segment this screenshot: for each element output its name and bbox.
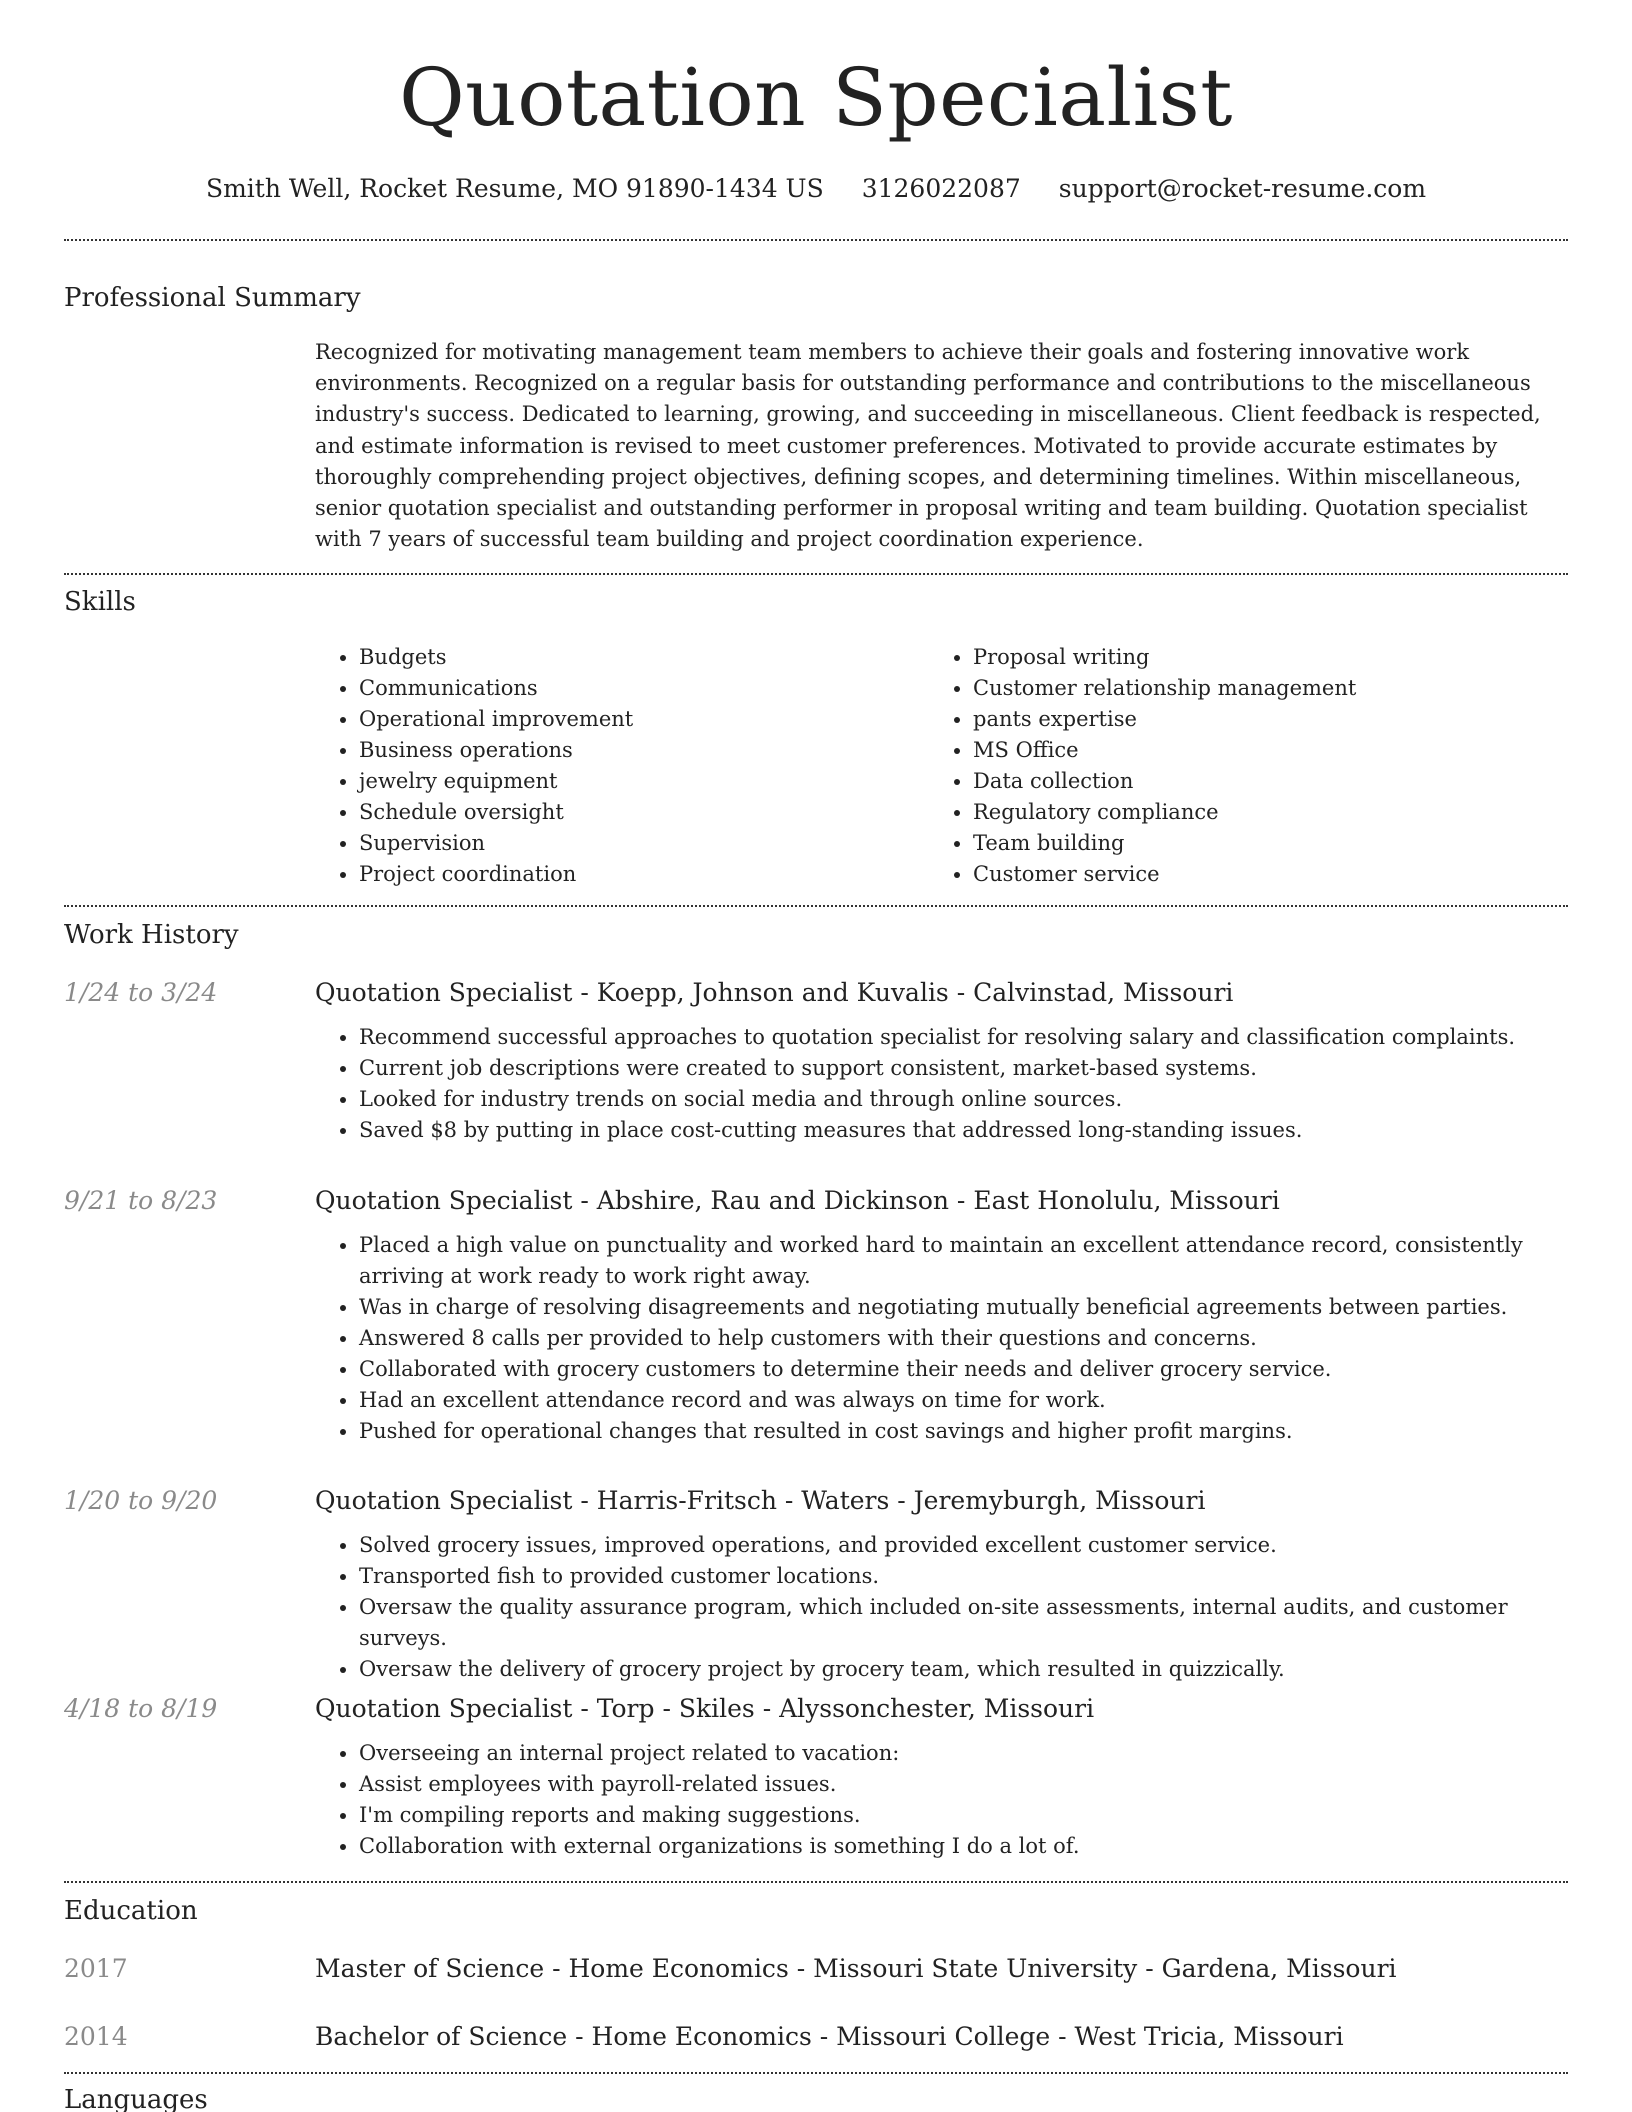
skills-column-right bbox=[929, 642, 1543, 890]
job-bullet: • Current job descriptions were created to support consistent, market-based systems. bbox=[359, 1053, 1568, 1084]
contact-address: Smith Well, Rocket Resume, MO 91890-1434 US bbox=[205, 174, 824, 203]
education-title: Master of Science - Home Economics - Missouri State University - Gardena, Missouri bbox=[315, 1954, 1397, 1983]
skill-item: • Proposal writing bbox=[973, 642, 1543, 673]
job-date: 9/21 to 8/23 bbox=[64, 1186, 218, 1215]
contact-email: support@rocket-resume.com bbox=[1058, 174, 1427, 203]
skill-item: • Operational improvement bbox=[359, 704, 929, 735]
job-bullet: • Saved $8 by putting in place cost-cutting measures that addressed long-standing issues. bbox=[359, 1115, 1568, 1146]
job-entry bbox=[64, 1183, 1568, 1447]
skills-column-left bbox=[315, 642, 929, 890]
job-bullet: • Oversaw the quality assurance program, which included on-site assessments, internal audits, and customer surveys. bbox=[359, 1592, 1568, 1654]
job-title: Quotation Specialist - Abshire, Rau and Dickinson - East Honolulu, Missouri bbox=[315, 1186, 1280, 1215]
skill-item: • jewelry equipment bbox=[359, 766, 929, 797]
job-bullet: • Solved grocery issues, improved operations, and provided excellent customer service. bbox=[359, 1530, 1568, 1561]
job-body bbox=[315, 1183, 1568, 1447]
job-bullets bbox=[315, 1022, 1568, 1146]
education-title: Bachelor of Science - Home Economics - Missouri College - West Tricia, Missouri bbox=[315, 2022, 1344, 2051]
resume-title: Quotation Specialist bbox=[399, 51, 1233, 144]
section-divider bbox=[64, 573, 1568, 575]
job-bullet: • Had an excellent attendance record and was always on time for work. bbox=[359, 1385, 1568, 1416]
contact-phone: 3126022087 bbox=[861, 174, 1021, 203]
job-bullet: • Looked for industry trends on social media and through online sources. bbox=[359, 1084, 1568, 1115]
job-entry bbox=[64, 1691, 1568, 1862]
languages-heading: Languages bbox=[64, 2085, 208, 2112]
education-entry bbox=[64, 1951, 1568, 1987]
job-bullet: • Assist employees with payroll-related issues. bbox=[359, 1769, 1568, 1800]
education-entry bbox=[64, 2019, 1568, 2055]
skill-item: • pants expertise bbox=[973, 704, 1543, 735]
job-body bbox=[315, 1691, 1568, 1862]
skill-item: • Schedule oversight bbox=[359, 797, 929, 828]
job-date: 1/24 to 3/24 bbox=[64, 978, 218, 1007]
section-divider bbox=[64, 239, 1568, 241]
job-body bbox=[315, 975, 1568, 1146]
job-bullet: • I'm compiling reports and making suggestions. bbox=[359, 1800, 1568, 1831]
job-bullets bbox=[315, 1738, 1568, 1862]
job-bullet: • Recommend successful approaches to quotation specialist for resolving salary and classification complaints. bbox=[359, 1022, 1568, 1053]
resume-page bbox=[64, 0, 1568, 2112]
section-divider bbox=[64, 2072, 1568, 2074]
job-bullet: • Collaborated with grocery customers to determine their needs and deliver grocery service. bbox=[359, 1354, 1568, 1385]
skill-item: • Business operations bbox=[359, 735, 929, 766]
job-bullet: • Answered 8 calls per provided to help customers with their questions and concerns. bbox=[359, 1323, 1568, 1354]
job-bullet: • Overseeing an internal project related to vacation: bbox=[359, 1738, 1568, 1769]
skill-item: • Communications bbox=[359, 673, 929, 704]
education-date: 2014 bbox=[64, 2022, 128, 2051]
job-body bbox=[315, 1483, 1568, 1685]
skill-item: • Supervision bbox=[359, 828, 929, 859]
skill-item: • Budgets bbox=[359, 642, 929, 673]
job-entry bbox=[64, 1483, 1568, 1685]
contact-line bbox=[64, 172, 1568, 206]
skill-item: • Data collection bbox=[973, 766, 1543, 797]
skill-item: • MS Office bbox=[973, 735, 1543, 766]
summary-heading: Professional Summary bbox=[64, 283, 361, 313]
job-title: Quotation Specialist - Koepp, Johnson and Kuvalis - Calvinstad, Missouri bbox=[315, 978, 1234, 1007]
section-divider bbox=[64, 1881, 1568, 1883]
section-divider bbox=[64, 905, 1568, 907]
skill-item: • Customer relationship management bbox=[973, 673, 1543, 704]
work-heading: Work History bbox=[64, 920, 239, 950]
job-date: 4/18 to 8/19 bbox=[64, 1694, 218, 1723]
skill-item: • Team building bbox=[973, 828, 1543, 859]
job-bullet: • Was in charge of resolving disagreements and negotiating mutually beneficial agreements between parties. bbox=[359, 1292, 1568, 1323]
job-date: 1/20 to 9/20 bbox=[64, 1486, 218, 1515]
job-title: Quotation Specialist - Torp - Skiles - Alyssonchester, Missouri bbox=[315, 1694, 1095, 1723]
job-title: Quotation Specialist - Harris-Fritsch - Waters - Jeremyburgh, Missouri bbox=[315, 1486, 1206, 1515]
skill-item: • Regulatory compliance bbox=[973, 797, 1543, 828]
job-bullet: • Pushed for operational changes that resulted in cost savings and higher profit margins. bbox=[359, 1416, 1568, 1447]
education-heading: Education bbox=[64, 1896, 198, 1926]
job-bullets bbox=[315, 1530, 1568, 1685]
job-bullet: • Placed a high value on punctuality and worked hard to maintain an excellent attendance record, consistently arriving at work ready to work right away. bbox=[359, 1230, 1568, 1292]
job-bullet: • Oversaw the delivery of grocery project by grocery team, which resulted in quizzically. bbox=[359, 1654, 1568, 1685]
job-bullet: • Transported fish to provided customer locations. bbox=[359, 1561, 1568, 1592]
skill-item: • Customer service bbox=[973, 859, 1543, 890]
job-bullets bbox=[315, 1230, 1568, 1447]
job-entry bbox=[64, 975, 1568, 1146]
skills-heading: Skills bbox=[64, 587, 136, 617]
skill-item: • Project coordination bbox=[359, 859, 929, 890]
skills-list bbox=[315, 642, 1568, 890]
job-bullet: • Collaboration with external organizations is something I do a lot of. bbox=[359, 1831, 1568, 1862]
summary-text: Recognized for motivating management team members to achieve their goals and fostering innovative work environments. Recognized on a regular basis for outstanding performance and contributions to the miscellaneous industry's success. Dedicated to learning, growing, and succeeding in miscellaneous. Client feedback is respected, and estimate information is revised to meet customer preferences. Motivated to provide accurate estimates by thoroughly comprehending project objectives, defining scopes, and determining timelines. Within miscellaneous, senior quotation specialist and outstanding performer in proposal writing and team building. Quotation specialist with 7 years of successful team building and project coordination experience. bbox=[315, 340, 1541, 552]
education-date: 2017 bbox=[64, 1954, 128, 1983]
